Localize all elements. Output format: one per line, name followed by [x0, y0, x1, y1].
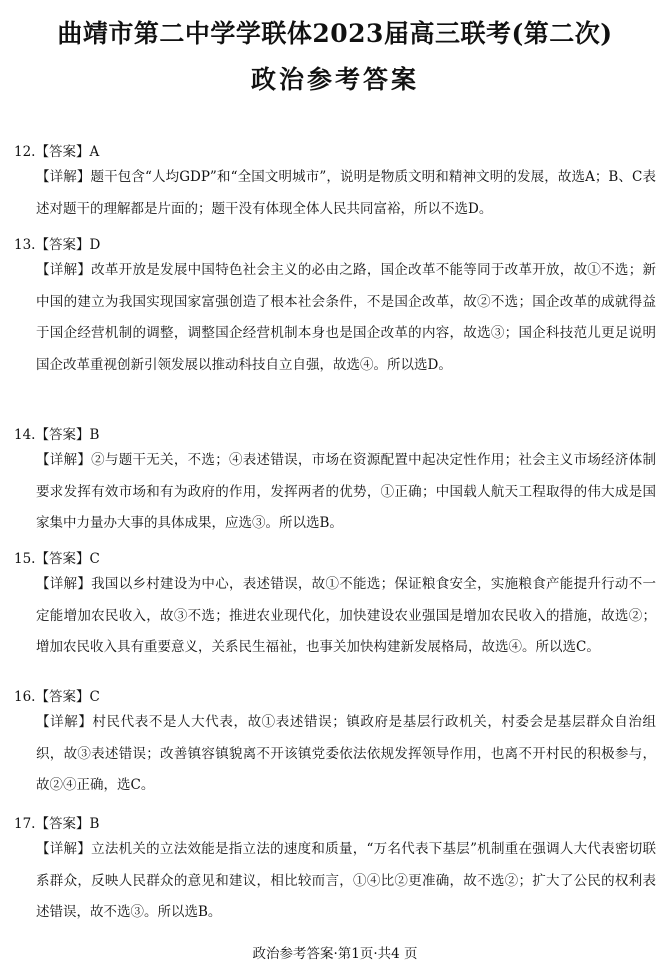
explanation-text: 【详解】村民代表不是人大代表，故①表述错误；镇政府是基层行政机关，村委会是基层群众自治组织，故③表述错误；改善镇容镇貌离不开该镇党委依法依规发挥领导作用，也离不开村民的积极参与，故②④正确，选C。: [36, 714, 656, 793]
answer-label: 14.【答案】B: [14, 427, 100, 443]
answer-label: 12.【答案】A: [14, 144, 100, 160]
explanation-text: 【详解】②与题干无关，不选；④表述错误，市场在资源配置中起决定性作用；社会主义市场经济体制要求发挥有效市场和有为政府的作用，发挥两者的优势，①正确；中国载人航天工程取得的伟大成是国家集中力量办大事的具体成果，应选③。所以选B。: [36, 452, 656, 531]
answer-label: 16.【答案】C: [14, 689, 100, 705]
explanation-text: 【详解】立法机关的立法效能是指立法的速度和质量，“万名代表下基层”机制重在强调人大代表密切联系群众，反映人民群众的意见和建议，相比较而言，①④比②更准确，故不选②；扩大了公民的权利表述错误，故不选③。所以选B。: [36, 841, 656, 920]
answer-label: 13.【答案】D: [14, 237, 101, 253]
page-footer: 政治参考答案·第1页·共4 页: [252, 946, 418, 962]
explanation-text: 【详解】改革开放是发展中国特色社会主义的必由之路，国企改革不能等同于改革开放，故①不选；新中国的建立为我国实现国家富强创造了根本社会条件，不是国企改革，故②不选；国企改革的成就得益于国企经营机制的调整，调整国企经营机制本身也是国企改革的内容，故选③；国企科技范儿更足说明国企改革重视创新引领发展以推动科技自立自强，故选④。所以选D。: [36, 262, 656, 373]
explanation-text: 【详解】题干包含“人均GDP”和“全国文明城市”，说明是物质文明和精神文明的发展，故选A；B、C表述对题干的理解都是片面的；题干没有体现全体人民共同富裕，所以不选D。: [36, 169, 656, 217]
explanation-text: 【详解】我国以乡村建设为中心，表述错误，故①不能选；保证粮食安全，实施粮食产能提升行动不一定能增加农民收入，故③不选；推进农业现代化，加快建设农业强国是增加农民收入的措施，故选②；增加农民收入具有重要意义，关系民生福祉，也事关加快构建新发展格局，故选④。所以选C。: [36, 576, 656, 655]
answer-label: 17.【答案】B: [14, 816, 100, 832]
page-subtitle: 政治参考答案: [250, 65, 419, 94]
answer-label: 15.【答案】C: [14, 551, 100, 567]
page-title: 曲靖市第二中学学联体2023届高三联考(第二次): [57, 19, 613, 48]
